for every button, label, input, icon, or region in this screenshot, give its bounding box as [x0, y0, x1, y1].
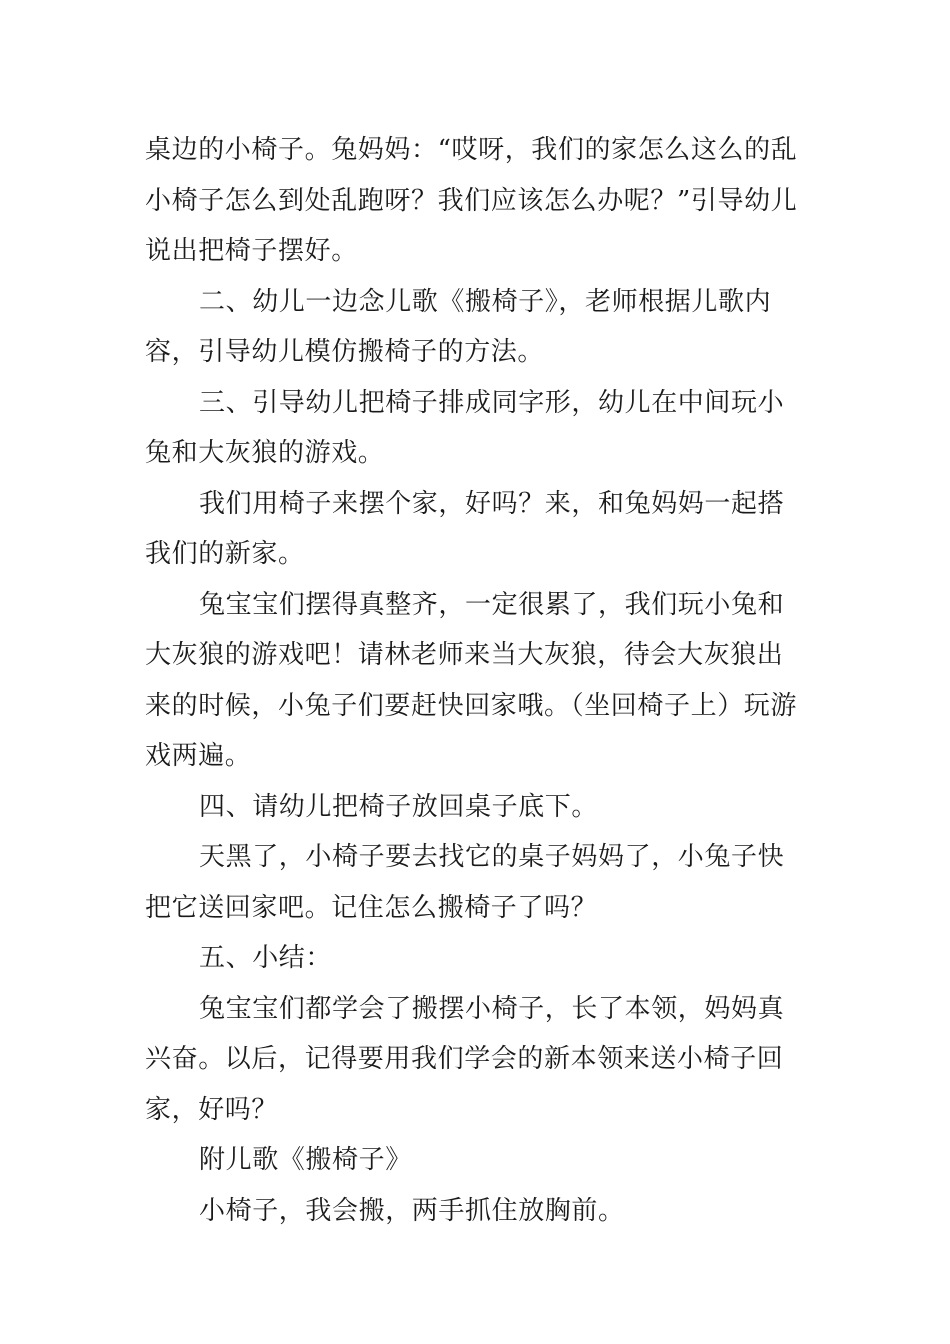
paragraph-step-four: 四、请幼儿把椅子放回桌子底下。: [199, 791, 599, 822]
paragraph-step-two: 二、幼儿一边念儿歌《搬椅子》，老师根据儿歌内容，引导幼儿模仿搬椅子的方法。: [145, 286, 772, 367]
paragraph-step-five: 五、小结：: [199, 943, 333, 973]
paragraph-summary: 兔宝宝们都学会了搬摆小椅子，长了本领，妈妈真兴奋。以后，记得要用我们学会的新本领来送小椅子回家，好吗？: [145, 993, 785, 1125]
paragraph-intro: 桌边的小椅子。兔妈妈：“哎呀，我们的家怎么这么的乱小椅子怎么到处乱跑呀？我们应该怎么办呢？”引导幼儿说出把椅子摆好。: [145, 135, 798, 266]
paragraph-step-three: 三、引导幼儿把椅子排成同字形，幼儿在中间玩小兔和大灰狼的游戏。: [145, 387, 785, 468]
paragraph-song-line: 小椅子，我会搬，两手抓住放胸前。: [199, 1195, 625, 1226]
paragraph-song-title: 附儿歌《搬椅子》: [199, 1145, 412, 1175]
paragraph-build-home: 我们用椅子来摆个家，好吗？来，和兔妈妈一起搭我们的新家。: [145, 488, 785, 569]
document-body: [145, 125, 807, 1236]
paragraph-game: 兔宝宝们摆得真整齐，一定很累了，我们玩小兔和大灰狼的游戏吧！请林老师来当大灰狼，待会大灰狼出来的时候，小兔子们要赶快回家哦。（坐回椅子上）玩游戏两遍。: [145, 589, 798, 771]
paragraph-night: 天黑了，小椅子要去找它的桌子妈妈了，小兔子快把它送回家吧。记住怎么搬椅子了吗？: [145, 842, 785, 923]
